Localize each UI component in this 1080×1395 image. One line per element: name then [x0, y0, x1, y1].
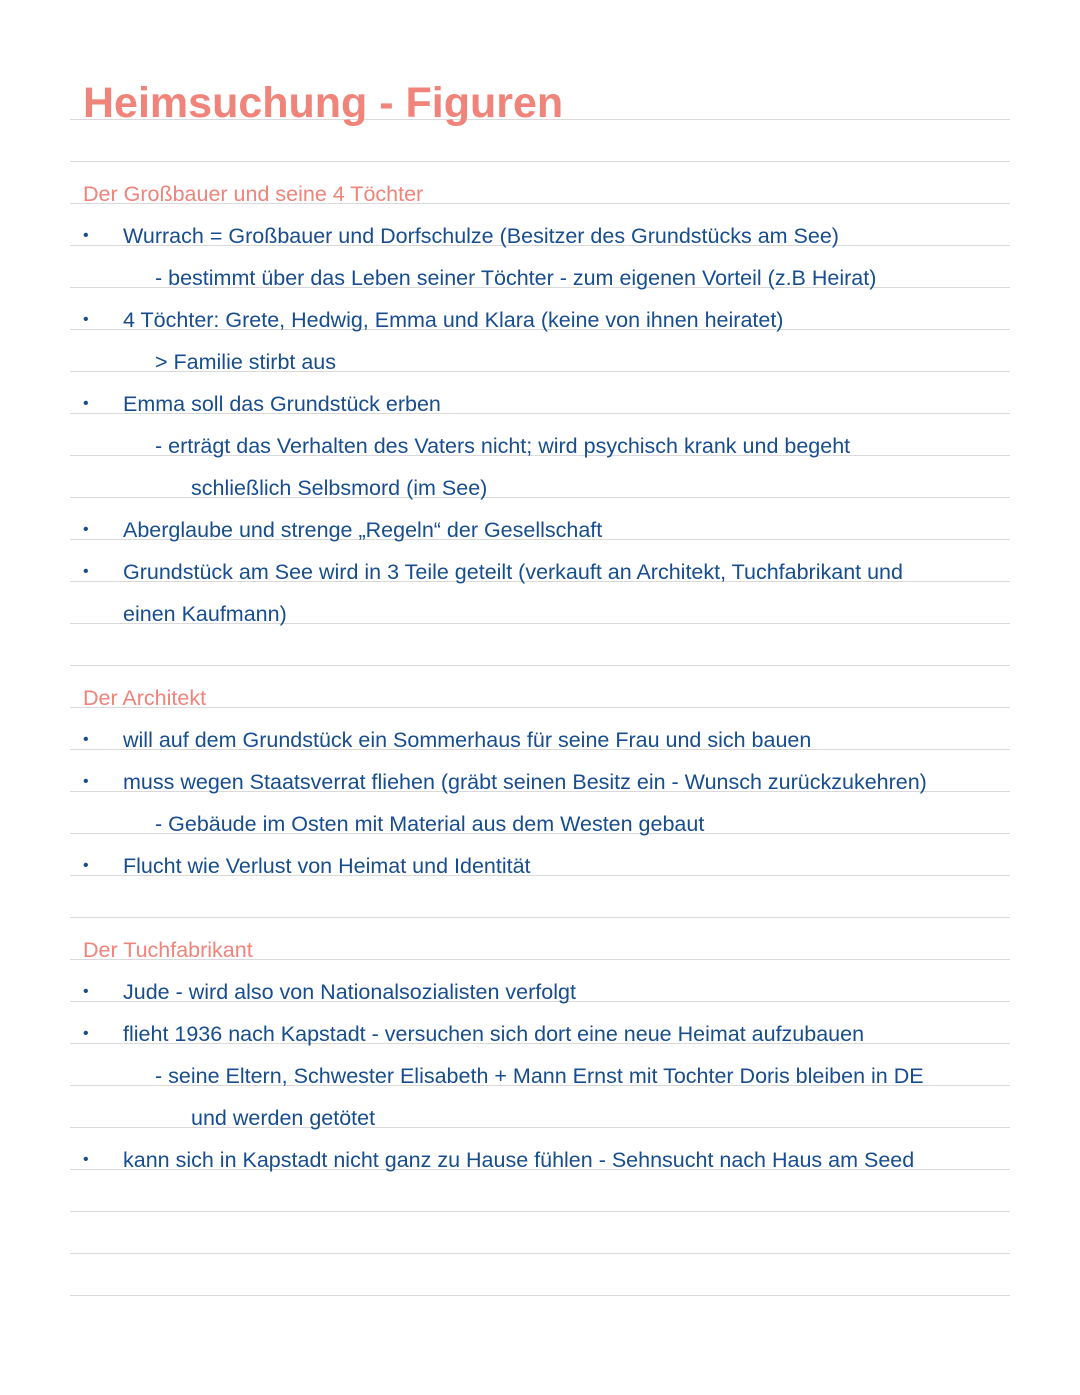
ruled-line: [70, 917, 1010, 918]
list-item: Emma soll das Grundstück erben: [123, 392, 441, 416]
list-item: Grundstück am See wird in 3 Teile geteilt (verkauft an Architekt, Tuchfabrikant und: [123, 560, 903, 584]
ruled-line: [70, 665, 1010, 666]
list-item: Wurrach = Großbauer und Dorfschulze (Besitzer des Grundstücks am See): [123, 224, 839, 248]
ruled-line: [70, 1253, 1010, 1254]
list-item-subline: - seine Eltern, Schwester Elisabeth + Mann Ernst mit Tochter Doris bleiben in DE: [155, 1064, 924, 1088]
ruled-line: [70, 707, 1010, 708]
list-item-continuation: und werden getötet: [191, 1106, 376, 1130]
bullet-icon: •: [83, 983, 89, 1000]
ruled-line: [70, 161, 1010, 162]
list-item: flieht 1936 nach Kapstadt - versuchen sich dort eine neue Heimat aufzubauen: [123, 1022, 865, 1046]
section-heading-tuchfabrikant: Der Tuchfabrikant: [83, 938, 253, 962]
list-item: 4 Töchter: Grete, Hedwig, Emma und Klara (keine von ihnen heiratet): [123, 308, 784, 332]
list-item: kann sich in Kapstadt nicht ganz zu Hause fühlen - Sehnsucht nach Haus am Seed: [123, 1148, 915, 1172]
section-heading-grossbauer: Der Großbauer und seine 4 Töchter: [83, 182, 424, 206]
list-item: Flucht wie Verlust von Heimat und Identität: [123, 854, 531, 878]
bullet-icon: •: [83, 311, 89, 328]
list-item-subline: - bestimmt über das Leben seiner Töchter - zum eigenen Vorteil (z.B Heirat): [155, 266, 877, 290]
list-item: Aberglaube und strenge „Regeln“ der Gesellschaft: [123, 518, 603, 542]
bullet-icon: •: [83, 563, 89, 580]
bullet-icon: •: [83, 395, 89, 412]
bullet-icon: •: [83, 731, 89, 748]
list-item: muss wegen Staatsverrat fliehen (gräbt seinen Besitz ein - Wunsch zurückzukehren): [123, 770, 927, 794]
list-item: Jude - wird also von Nationalsozialisten verfolgt: [123, 980, 576, 1004]
list-item: will auf dem Grundstück ein Sommerhaus für seine Frau und sich bauen: [123, 728, 812, 752]
list-item-continuation: einen Kaufmann): [123, 602, 287, 626]
ruled-line: [70, 1211, 1010, 1212]
list-item-subline: - Gebäude im Osten mit Material aus dem Westen gebaut: [155, 812, 705, 836]
list-item-subline: > Familie stirbt aus: [155, 350, 337, 374]
bullet-icon: •: [83, 773, 89, 790]
section-heading-architekt: Der Architekt: [83, 686, 207, 710]
bullet-icon: •: [83, 1151, 89, 1168]
bullet-icon: •: [83, 857, 89, 874]
list-item-continuation: schließlich Selbsmord (im See): [191, 476, 488, 500]
bullet-icon: •: [83, 1025, 89, 1042]
bullet-icon: •: [83, 521, 89, 538]
bullet-icon: •: [83, 227, 89, 244]
ruled-line: [70, 1295, 1010, 1296]
list-item-subline: - erträgt das Verhalten des Vaters nicht; wird psychisch krank und begeht: [155, 434, 851, 458]
page-title: Heimsuchung - Figuren: [83, 79, 564, 127]
